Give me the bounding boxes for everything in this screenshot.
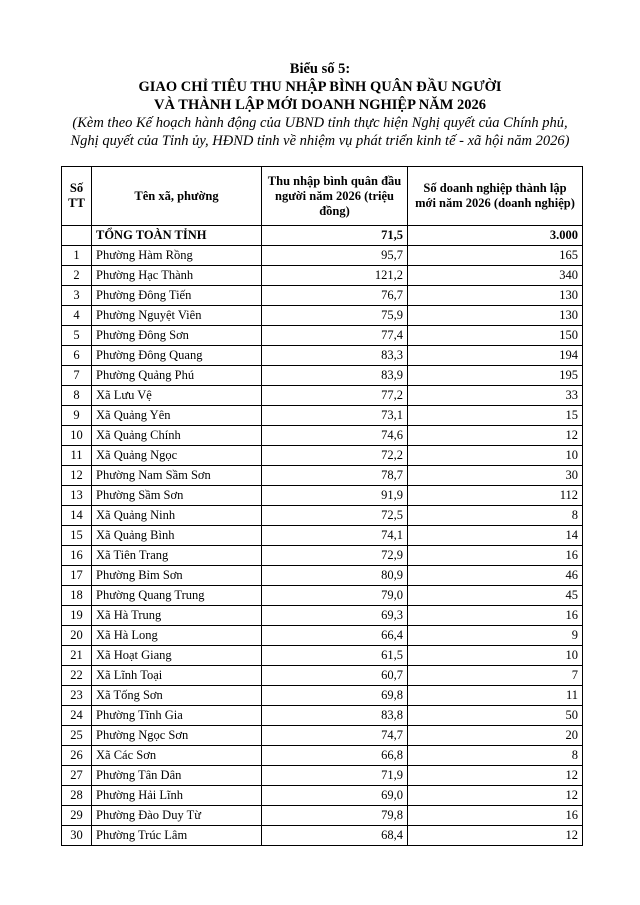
row-income: 80,9 bbox=[262, 566, 408, 586]
row-name: Phường Đông Quang bbox=[92, 346, 262, 366]
table-row bbox=[62, 366, 583, 386]
row-name: Xã Quảng Yên bbox=[92, 406, 262, 426]
row-enterprises: 150 bbox=[408, 326, 583, 346]
table-row bbox=[62, 746, 583, 766]
row-stt: 1 bbox=[62, 246, 92, 266]
row-name: Xã Hà Long bbox=[92, 626, 262, 646]
row-name: Xã Quảng Bình bbox=[92, 526, 262, 546]
table-row bbox=[62, 506, 583, 526]
row-name: Xã Lưu Vệ bbox=[92, 386, 262, 406]
row-income: 83,8 bbox=[262, 706, 408, 726]
row-income: 75,9 bbox=[262, 306, 408, 326]
row-name: Phường Hàm Rồng bbox=[92, 246, 262, 266]
row-stt: 8 bbox=[62, 386, 92, 406]
row-enterprises: 20 bbox=[408, 726, 583, 746]
row-enterprises: 165 bbox=[408, 246, 583, 266]
row-stt: 22 bbox=[62, 666, 92, 686]
form-number: Biểu số 5: bbox=[289, 61, 351, 77]
table-row bbox=[62, 586, 583, 606]
row-stt: 7 bbox=[62, 366, 92, 386]
row-income: 91,9 bbox=[262, 486, 408, 506]
table-header-row bbox=[62, 167, 583, 226]
document-title-line-1: GIAO CHỈ TIÊU THU NHẬP BÌNH QUÂN ĐẦU NGƯỜI bbox=[138, 79, 502, 95]
row-name: Xã Hà Trung bbox=[92, 606, 262, 626]
table-row bbox=[62, 826, 583, 846]
row-income: 76,7 bbox=[262, 286, 408, 306]
row-name: Phường Quang Trung bbox=[92, 586, 262, 606]
table-row bbox=[62, 286, 583, 306]
row-enterprises: 45 bbox=[408, 586, 583, 606]
row-name: Xã Tống Sơn bbox=[92, 686, 262, 706]
row-enterprises: 130 bbox=[408, 306, 583, 326]
row-income: 69,3 bbox=[262, 606, 408, 626]
table-row bbox=[62, 726, 583, 746]
table-row bbox=[62, 386, 583, 406]
row-name: Phường Tân Dân bbox=[92, 766, 262, 786]
targets-table bbox=[61, 166, 583, 846]
row-stt: 20 bbox=[62, 626, 92, 646]
row-name: Phường Hải Lĩnh bbox=[92, 786, 262, 806]
row-enterprises: 30 bbox=[408, 466, 583, 486]
row-enterprises: 33 bbox=[408, 386, 583, 406]
row-income: 74,7 bbox=[262, 726, 408, 746]
header-income: Thu nhập bình quân đầu người năm 2026 (triệu đồng) bbox=[262, 167, 408, 226]
row-income: 69,0 bbox=[262, 786, 408, 806]
row-enterprises: 10 bbox=[408, 446, 583, 466]
row-stt: 9 bbox=[62, 406, 92, 426]
row-enterprises: 50 bbox=[408, 706, 583, 726]
row-income: 83,9 bbox=[262, 366, 408, 386]
row-enterprises: 9 bbox=[408, 626, 583, 646]
row-enterprises: 16 bbox=[408, 546, 583, 566]
row-stt: 12 bbox=[62, 466, 92, 486]
row-income: 77,2 bbox=[262, 386, 408, 406]
row-enterprises: 8 bbox=[408, 746, 583, 766]
table-row bbox=[62, 566, 583, 586]
row-stt: 14 bbox=[62, 506, 92, 526]
table-row bbox=[62, 666, 583, 686]
subtitle-line-1: (Kèm theo Kế hoạch hành động của UBND tỉnh thực hiện Nghị quyết của Chính phủ, bbox=[72, 115, 568, 131]
table-row bbox=[62, 546, 583, 566]
row-income: 72,5 bbox=[262, 506, 408, 526]
row-income: 78,7 bbox=[262, 466, 408, 486]
table-row bbox=[62, 706, 583, 726]
row-enterprises: 46 bbox=[408, 566, 583, 586]
row-stt: 11 bbox=[62, 446, 92, 466]
table-row bbox=[62, 646, 583, 666]
row-name: Xã Lĩnh Toại bbox=[92, 666, 262, 686]
table-row bbox=[62, 246, 583, 266]
row-stt: 2 bbox=[62, 266, 92, 286]
header-stt: Số TT bbox=[62, 167, 92, 226]
row-name: Phường Tĩnh Gia bbox=[92, 706, 262, 726]
row-income: 79,0 bbox=[262, 586, 408, 606]
row-name: Phường Sầm Sơn bbox=[92, 486, 262, 506]
row-enterprises: 340 bbox=[408, 266, 583, 286]
row-enterprises: 194 bbox=[408, 346, 583, 366]
row-stt: 4 bbox=[62, 306, 92, 326]
row-stt: 25 bbox=[62, 726, 92, 746]
row-stt: 23 bbox=[62, 686, 92, 706]
table-row bbox=[62, 326, 583, 346]
row-income: 72,2 bbox=[262, 446, 408, 466]
row-enterprises: 11 bbox=[408, 686, 583, 706]
row-stt: 5 bbox=[62, 326, 92, 346]
row-stt: 18 bbox=[62, 586, 92, 606]
row-name: Xã Quảng Chính bbox=[92, 426, 262, 446]
table-row bbox=[62, 346, 583, 366]
row-stt: 26 bbox=[62, 746, 92, 766]
row-income: 60,7 bbox=[262, 666, 408, 686]
header-enterprises: Số doanh nghiệp thành lập mới năm 2026 (doanh nghiệp) bbox=[408, 167, 583, 226]
row-income: 61,5 bbox=[262, 646, 408, 666]
row-stt: 13 bbox=[62, 486, 92, 506]
total-stt bbox=[62, 226, 92, 246]
row-stt: 24 bbox=[62, 706, 92, 726]
table-row bbox=[62, 686, 583, 706]
row-income: 69,8 bbox=[262, 686, 408, 706]
row-enterprises: 12 bbox=[408, 766, 583, 786]
total-income: 71,5 bbox=[262, 226, 408, 246]
row-stt: 6 bbox=[62, 346, 92, 366]
header-name: Tên xã, phường bbox=[92, 167, 262, 226]
table-row bbox=[62, 466, 583, 486]
row-stt: 10 bbox=[62, 426, 92, 446]
row-name: Phường Đào Duy Từ bbox=[92, 806, 262, 826]
row-income: 66,8 bbox=[262, 746, 408, 766]
row-income: 73,1 bbox=[262, 406, 408, 426]
row-name: Xã Tiên Trang bbox=[92, 546, 262, 566]
title-block bbox=[0, 60, 640, 150]
row-enterprises: 12 bbox=[408, 426, 583, 446]
row-income: 83,3 bbox=[262, 346, 408, 366]
row-name: Phường Đông Sơn bbox=[92, 326, 262, 346]
row-stt: 28 bbox=[62, 786, 92, 806]
table-row bbox=[62, 306, 583, 326]
row-income: 79,8 bbox=[262, 806, 408, 826]
subtitle-line-2: Nghị quyết của Tỉnh ủy, HĐND tỉnh về nhiệm vụ phát triển kinh tế - xã hội năm 2026) bbox=[70, 133, 570, 149]
table-row bbox=[62, 486, 583, 506]
row-name: Xã Quảng Ninh bbox=[92, 506, 262, 526]
row-enterprises: 12 bbox=[408, 826, 583, 846]
row-enterprises: 130 bbox=[408, 286, 583, 306]
row-name: Phường Đông Tiến bbox=[92, 286, 262, 306]
row-enterprises: 8 bbox=[408, 506, 583, 526]
row-income: 95,7 bbox=[262, 246, 408, 266]
row-stt: 30 bbox=[62, 826, 92, 846]
row-enterprises: 10 bbox=[408, 646, 583, 666]
row-income: 71,9 bbox=[262, 766, 408, 786]
row-stt: 29 bbox=[62, 806, 92, 826]
row-enterprises: 12 bbox=[408, 786, 583, 806]
row-name: Xã Hoạt Giang bbox=[92, 646, 262, 666]
row-name: Xã Quảng Ngọc bbox=[92, 446, 262, 466]
row-stt: 27 bbox=[62, 766, 92, 786]
total-enterprises: 3.000 bbox=[408, 226, 583, 246]
row-name: Xã Các Sơn bbox=[92, 746, 262, 766]
row-stt: 17 bbox=[62, 566, 92, 586]
document-title-line-2: VÀ THÀNH LẬP MỚI DOANH NGHIỆP NĂM 2026 bbox=[153, 97, 487, 113]
table-row bbox=[62, 626, 583, 646]
table-row bbox=[62, 446, 583, 466]
table-row bbox=[62, 426, 583, 446]
total-name: TỔNG TOÀN TỈNH bbox=[92, 226, 262, 246]
row-name: Phường Trúc Lâm bbox=[92, 826, 262, 846]
row-income: 74,6 bbox=[262, 426, 408, 446]
table-row bbox=[62, 406, 583, 426]
row-stt: 21 bbox=[62, 646, 92, 666]
row-name: Phường Hạc Thành bbox=[92, 266, 262, 286]
row-income: 72,9 bbox=[262, 546, 408, 566]
row-stt: 19 bbox=[62, 606, 92, 626]
row-stt: 3 bbox=[62, 286, 92, 306]
row-stt: 16 bbox=[62, 546, 92, 566]
total-row bbox=[62, 226, 583, 246]
row-enterprises: 7 bbox=[408, 666, 583, 686]
row-enterprises: 112 bbox=[408, 486, 583, 506]
row-name: Phường Quảng Phú bbox=[92, 366, 262, 386]
table-row bbox=[62, 806, 583, 826]
table-row bbox=[62, 266, 583, 286]
row-enterprises: 16 bbox=[408, 606, 583, 626]
row-enterprises: 195 bbox=[408, 366, 583, 386]
row-enterprises: 16 bbox=[408, 806, 583, 826]
row-enterprises: 15 bbox=[408, 406, 583, 426]
row-name: Phường Ngọc Sơn bbox=[92, 726, 262, 746]
table-row bbox=[62, 766, 583, 786]
row-income: 66,4 bbox=[262, 626, 408, 646]
row-income: 74,1 bbox=[262, 526, 408, 546]
table-row bbox=[62, 606, 583, 626]
row-name: Phường Nguyệt Viên bbox=[92, 306, 262, 326]
row-income: 77,4 bbox=[262, 326, 408, 346]
row-name: Phường Bỉm Sơn bbox=[92, 566, 262, 586]
row-income: 68,4 bbox=[262, 826, 408, 846]
row-name: Phường Nam Sầm Sơn bbox=[92, 466, 262, 486]
table-row bbox=[62, 786, 583, 806]
table-row bbox=[62, 526, 583, 546]
row-enterprises: 14 bbox=[408, 526, 583, 546]
row-income: 121,2 bbox=[262, 266, 408, 286]
row-stt: 15 bbox=[62, 526, 92, 546]
